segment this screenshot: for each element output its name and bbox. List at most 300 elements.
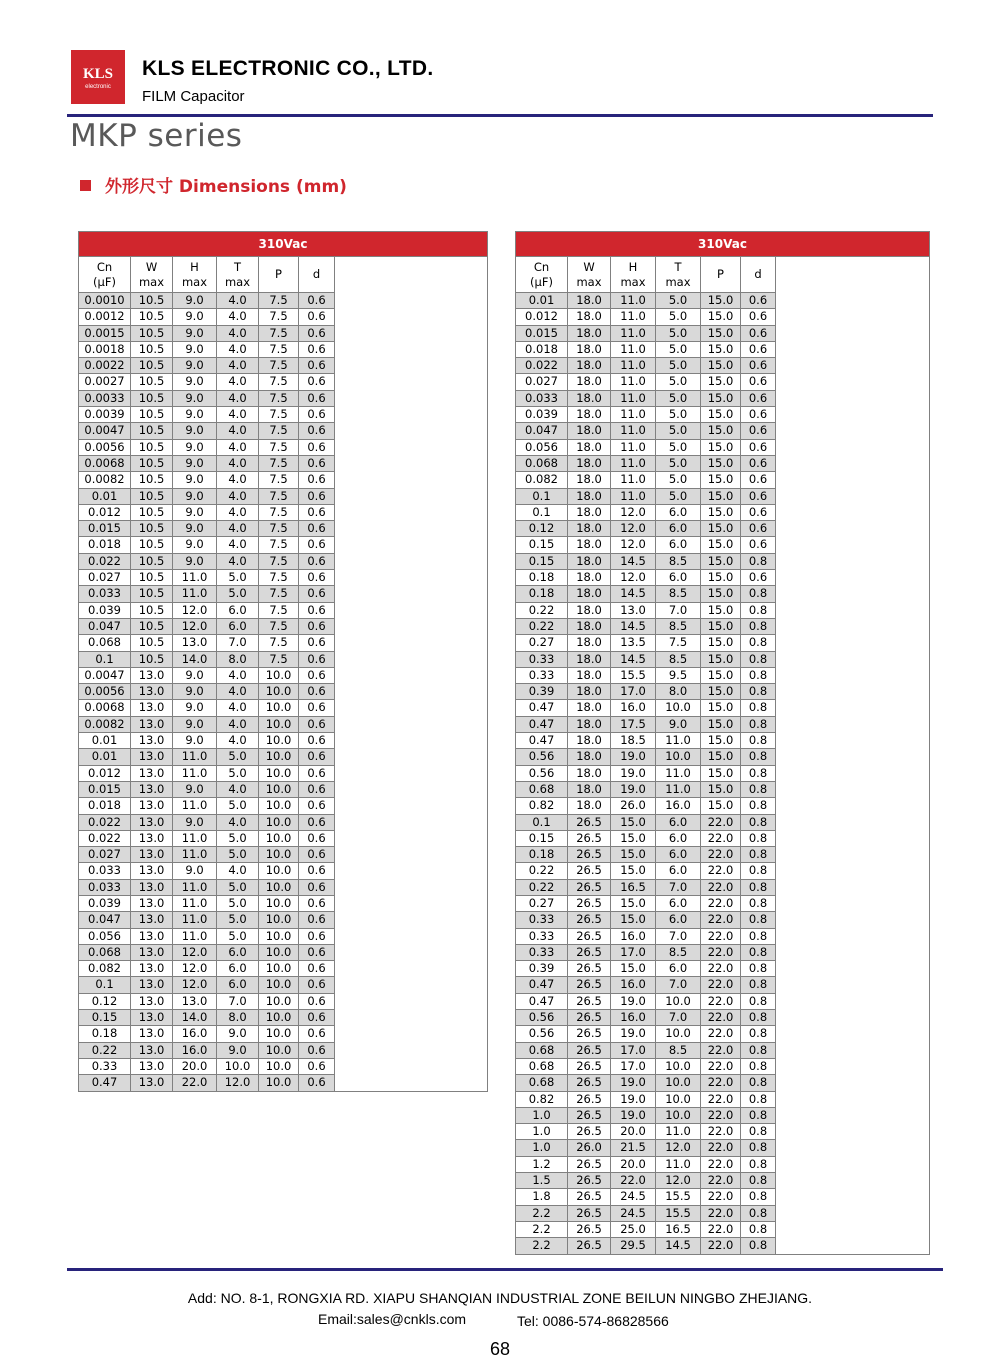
- table-cell: 0.0047: [79, 423, 131, 439]
- blank-column: [335, 504, 488, 520]
- table-cell: 0.6: [299, 537, 335, 553]
- dimensions-table-right: [515, 231, 930, 1255]
- table-cell: 17.0: [611, 1042, 656, 1058]
- table-cell: 22.0: [701, 993, 741, 1009]
- table-cell: 13.0: [131, 667, 173, 683]
- table-cell: 0.6: [299, 341, 335, 357]
- table-cell: 9.0: [217, 1026, 259, 1042]
- table-cell: 9.0: [173, 863, 217, 879]
- table-cell: 13.0: [131, 814, 173, 830]
- table-cell: 5.0: [217, 570, 259, 586]
- table-row: [516, 961, 930, 977]
- table-cell: 0.01: [79, 733, 131, 749]
- table-cell: 15.0: [701, 472, 741, 488]
- blank-column: [335, 439, 488, 455]
- table-row: [516, 1042, 930, 1058]
- blank-column: [335, 749, 488, 765]
- table-cell: 0.6: [299, 407, 335, 423]
- table-row: [516, 798, 930, 814]
- table-cell: 22.0: [701, 1107, 741, 1123]
- blank-column: [335, 781, 488, 797]
- table-cell: 24.5: [611, 1205, 656, 1221]
- table-cell: 15.0: [701, 733, 741, 749]
- table-row: [79, 1058, 488, 1074]
- table-cell: 6.0: [217, 961, 259, 977]
- table-cell: 11.0: [611, 488, 656, 504]
- table-cell: 20.0: [611, 1124, 656, 1140]
- blank-column: [335, 293, 488, 309]
- table-cell: 15.0: [701, 651, 741, 667]
- table-cell: 0.6: [299, 814, 335, 830]
- table-cell: 7.5: [259, 407, 299, 423]
- table-cell: 9.0: [173, 423, 217, 439]
- table-row: [79, 390, 488, 406]
- table-cell: 13.0: [131, 879, 173, 895]
- table-cell: 0.18: [516, 586, 568, 602]
- table-cell: 9.0: [173, 716, 217, 732]
- table-cell: 0.01: [516, 293, 568, 309]
- table-cell: 0.8: [741, 1107, 776, 1123]
- table-cell: 12.0: [173, 944, 217, 960]
- blank-column: [776, 781, 930, 797]
- table-row: [516, 1205, 930, 1221]
- blank-column: [335, 830, 488, 846]
- table-cell: 6.0: [656, 521, 701, 537]
- table-cell: 0.6: [741, 358, 776, 374]
- table-cell: 0.15: [516, 830, 568, 846]
- table-cell: 0.8: [741, 928, 776, 944]
- table-row: [516, 781, 930, 797]
- table-cell: 22.0: [701, 1238, 741, 1254]
- table-cell: 13.0: [131, 1075, 173, 1091]
- table-cell: 10.5: [131, 618, 173, 634]
- table-cell: 10.0: [259, 895, 299, 911]
- table-cell: 26.5: [568, 993, 611, 1009]
- table-cell: 13.0: [131, 895, 173, 911]
- table-cell: 0.039: [79, 602, 131, 618]
- table-cell: 9.0: [173, 439, 217, 455]
- table-cell: 18.0: [568, 618, 611, 634]
- table-cell: 0.6: [299, 830, 335, 846]
- table-cell: 0.6: [299, 667, 335, 683]
- table-cell: 18.0: [568, 325, 611, 341]
- table-cell: 10.0: [259, 765, 299, 781]
- table-row: [516, 1075, 930, 1091]
- table-cell: 5.0: [656, 309, 701, 325]
- table-row: [79, 749, 488, 765]
- table-cell: 7.0: [217, 993, 259, 1009]
- blank-column: [776, 895, 930, 911]
- table-cell: 17.0: [611, 684, 656, 700]
- table-cell: 9.0: [173, 341, 217, 357]
- blank-column: [335, 586, 488, 602]
- blank-column: [776, 1238, 930, 1254]
- blank-column: [776, 537, 930, 553]
- table-cell: 7.5: [259, 618, 299, 634]
- table-cell: 0.56: [516, 765, 568, 781]
- table-cell: 19.0: [611, 781, 656, 797]
- column-header-text: P: [275, 267, 282, 281]
- blank-column: [776, 912, 930, 928]
- table-cell: 15.5: [656, 1189, 701, 1205]
- table-cell: 0.068: [79, 635, 131, 651]
- table-cell: 0.1: [516, 504, 568, 520]
- table-cell: 0.33: [516, 928, 568, 944]
- column-header: [217, 257, 259, 293]
- table-cell: 0.8: [741, 733, 776, 749]
- table-cell: 15.0: [701, 504, 741, 520]
- table-cell: 0.8: [741, 895, 776, 911]
- table-cell: 0.15: [516, 553, 568, 569]
- section-heading: [80, 172, 347, 197]
- table-cell: 6.0: [656, 912, 701, 928]
- table-cell: 10.0: [656, 1058, 701, 1074]
- column-header-text: max: [665, 274, 691, 289]
- table-cell: 11.0: [611, 390, 656, 406]
- table-cell: 22.0: [701, 1173, 741, 1189]
- table-cell: 9.0: [173, 325, 217, 341]
- table-row: [516, 667, 930, 683]
- table-cell: 10.0: [259, 1010, 299, 1026]
- table-cell: 0.68: [516, 1042, 568, 1058]
- table-cell: 0.6: [741, 488, 776, 504]
- table-cell: 0.68: [516, 781, 568, 797]
- table-cell: 0.6: [299, 423, 335, 439]
- table-cell: 15.0: [701, 358, 741, 374]
- table-cell: 7.0: [656, 977, 701, 993]
- blank-column: [776, 553, 930, 569]
- table-cell: 0.6: [299, 749, 335, 765]
- table-row: [79, 847, 488, 863]
- table-cell: 10.0: [259, 733, 299, 749]
- table-cell: 4.0: [217, 309, 259, 325]
- table-cell: 0.68: [516, 1058, 568, 1074]
- table-cell: 26.5: [568, 961, 611, 977]
- table-cell: 4.0: [217, 684, 259, 700]
- table-cell: 4.0: [217, 341, 259, 357]
- table-cell: 11.0: [611, 358, 656, 374]
- table-cell: 0.6: [299, 1058, 335, 1074]
- table-cell: 15.0: [701, 716, 741, 732]
- table-row: [79, 1075, 488, 1091]
- table-cell: 5.0: [217, 749, 259, 765]
- table-cell: 10.0: [259, 1075, 299, 1091]
- table-cell: 0.068: [79, 944, 131, 960]
- table-cell: 10.0: [656, 993, 701, 1009]
- table-cell: 0.0039: [79, 407, 131, 423]
- blank-column: [776, 1010, 930, 1026]
- table-cell: 10.0: [217, 1058, 259, 1074]
- table-cell: 0.6: [299, 602, 335, 618]
- table-cell: 16.0: [611, 977, 656, 993]
- table-row: [79, 553, 488, 569]
- table-cell: 9.0: [217, 1042, 259, 1058]
- table-cell: 1.0: [516, 1107, 568, 1123]
- table-cell: 0.8: [741, 651, 776, 667]
- table-cell: 16.0: [173, 1042, 217, 1058]
- column-header: [741, 257, 776, 293]
- page-number: 68: [489, 1339, 511, 1359]
- table-cell: 22.0: [701, 961, 741, 977]
- table-cell: 0.0068: [79, 455, 131, 471]
- blank-column: [776, 847, 930, 863]
- table-cell: 0.8: [741, 765, 776, 781]
- column-header-row: [516, 257, 930, 293]
- table-cell: 13.0: [131, 798, 173, 814]
- table-cell: 10.0: [259, 700, 299, 716]
- table-cell: 0.8: [741, 1091, 776, 1107]
- table-cell: 22.0: [701, 863, 741, 879]
- table-cell: 26.5: [568, 879, 611, 895]
- blank-column: [776, 586, 930, 602]
- table-cell: 0.33: [516, 667, 568, 683]
- table-cell: 22.0: [701, 1026, 741, 1042]
- blank-column: [776, 504, 930, 520]
- table-cell: 13.0: [131, 944, 173, 960]
- table-cell: 0.015: [79, 521, 131, 537]
- table-cell: 13.0: [131, 928, 173, 944]
- table-cell: 10.5: [131, 341, 173, 357]
- table-cell: 0.47: [516, 716, 568, 732]
- table-cell: 15.0: [701, 537, 741, 553]
- column-header-text: max: [181, 274, 208, 289]
- table-cell: 4.0: [217, 700, 259, 716]
- table-cell: 18.0: [568, 390, 611, 406]
- table-cell: 9.0: [173, 733, 217, 749]
- blank-column: [776, 1075, 930, 1091]
- table-cell: 13.0: [131, 781, 173, 797]
- table-cell: 0.8: [741, 993, 776, 1009]
- column-header: [516, 257, 568, 293]
- table-cell: 15.0: [701, 781, 741, 797]
- product-category: FILM Capacitor: [142, 88, 245, 105]
- table-cell: 5.0: [217, 765, 259, 781]
- table-cell: 10.5: [131, 635, 173, 651]
- table-cell: 0.015: [516, 325, 568, 341]
- table-row: [79, 928, 488, 944]
- table-cell: 0.6: [299, 716, 335, 732]
- table-cell: 10.0: [656, 1075, 701, 1091]
- column-header: [131, 257, 173, 293]
- table-cell: 0.012: [79, 765, 131, 781]
- table-cell: 0.8: [741, 781, 776, 797]
- table-cell: 4.0: [217, 325, 259, 341]
- table-cell: 13.0: [131, 1026, 173, 1042]
- table-cell: 9.0: [173, 407, 217, 423]
- table-cell: 8.0: [217, 1010, 259, 1026]
- blank-column: [776, 814, 930, 830]
- table-row: [79, 407, 488, 423]
- table-row: [79, 586, 488, 602]
- table-cell: 0.033: [516, 390, 568, 406]
- table-cell: 7.5: [259, 488, 299, 504]
- table-cell: 9.0: [173, 521, 217, 537]
- table-cell: 11.0: [611, 472, 656, 488]
- table-cell: 12.0: [173, 977, 217, 993]
- table-cell: 13.0: [173, 635, 217, 651]
- table-cell: 5.0: [656, 423, 701, 439]
- table-row: [79, 733, 488, 749]
- table-cell: 0.022: [79, 553, 131, 569]
- table-row: [516, 570, 930, 586]
- table-cell: 18.0: [568, 341, 611, 357]
- table-row: [79, 504, 488, 520]
- blank-column: [335, 257, 488, 293]
- table-cell: 19.0: [611, 1107, 656, 1123]
- table-cell: 0.8: [741, 749, 776, 765]
- table-cell: 17.0: [611, 944, 656, 960]
- table-cell: 22.0: [701, 1091, 741, 1107]
- table-cell: 12.0: [656, 1140, 701, 1156]
- table-cell: 10.0: [656, 700, 701, 716]
- table-cell: 26.0: [611, 798, 656, 814]
- table-cell: 15.5: [611, 667, 656, 683]
- table-cell: 22.0: [701, 1189, 741, 1205]
- table-cell: 13.0: [131, 765, 173, 781]
- table-cell: 26.5: [568, 1124, 611, 1140]
- table-row: [516, 733, 930, 749]
- table-cell: 0.8: [741, 586, 776, 602]
- table-cell: 11.0: [611, 455, 656, 471]
- footer-address: Add: NO. 8-1, RONGXIA RD. XIAPU SHANQIAN INDUSTRIAL ZONE BEILUN NINGBO ZHEJIANG.: [187, 1290, 813, 1306]
- blank-column: [335, 651, 488, 667]
- table-cell: 0.8: [741, 618, 776, 634]
- table-cell: 7.5: [259, 472, 299, 488]
- blank-column: [335, 635, 488, 651]
- table-cell: 6.0: [656, 895, 701, 911]
- table-cell: 26.0: [568, 1140, 611, 1156]
- table-cell: 18.0: [568, 602, 611, 618]
- table-cell: 22.0: [701, 1124, 741, 1140]
- table-cell: 0.18: [516, 847, 568, 863]
- blank-column: [335, 1010, 488, 1026]
- blank-column: [335, 309, 488, 325]
- table-cell: 0.56: [516, 1026, 568, 1042]
- table-cell: 0.8: [741, 1058, 776, 1074]
- table-cell: 10.0: [259, 1026, 299, 1042]
- blank-column: [335, 423, 488, 439]
- table-row: [516, 1221, 930, 1237]
- voltage-header-row: [516, 232, 930, 257]
- table-cell: 0.6: [299, 863, 335, 879]
- table-cell: 15.0: [611, 912, 656, 928]
- table-row: [516, 1173, 930, 1189]
- table-cell: 18.0: [568, 651, 611, 667]
- table-cell: 11.0: [656, 781, 701, 797]
- table-cell: 0.0022: [79, 358, 131, 374]
- table-cell: 0.47: [516, 733, 568, 749]
- table-cell: 0.0027: [79, 374, 131, 390]
- table-cell: 0.6: [299, 325, 335, 341]
- table-cell: 5.0: [656, 341, 701, 357]
- table-cell: 0.8: [741, 1238, 776, 1254]
- table-cell: 9.0: [173, 814, 217, 830]
- blank-column: [335, 472, 488, 488]
- table-cell: 4.0: [217, 733, 259, 749]
- table-cell: 13.0: [131, 749, 173, 765]
- table-cell: 10.5: [131, 488, 173, 504]
- table-row: [516, 635, 930, 651]
- table-cell: 5.0: [217, 847, 259, 863]
- table-cell: 16.5: [656, 1221, 701, 1237]
- table-row: [79, 895, 488, 911]
- table-cell: 7.5: [259, 439, 299, 455]
- table-row: [516, 521, 930, 537]
- table-cell: 0.56: [516, 1010, 568, 1026]
- table-cell: 7.5: [259, 553, 299, 569]
- table-cell: 12.0: [611, 504, 656, 520]
- table-cell: 15.0: [611, 830, 656, 846]
- table-cell: 0.6: [299, 586, 335, 602]
- blank-column: [776, 439, 930, 455]
- table-cell: 7.5: [259, 521, 299, 537]
- blank-column: [776, 309, 930, 325]
- table-row: [516, 879, 930, 895]
- footer-phone: Tel: 0086-574-86828566: [517, 1313, 669, 1329]
- table-cell: 18.0: [568, 635, 611, 651]
- table-row: [516, 977, 930, 993]
- table-cell: 10.5: [131, 570, 173, 586]
- table-cell: 0.8: [741, 1173, 776, 1189]
- table-cell: 10.0: [259, 716, 299, 732]
- table-cell: 13.0: [131, 912, 173, 928]
- blank-column: [335, 716, 488, 732]
- table-cell: 6.0: [656, 814, 701, 830]
- table-cell: 22.0: [701, 1042, 741, 1058]
- header-rule: [67, 114, 933, 117]
- table-row: [516, 684, 930, 700]
- blank-column: [335, 667, 488, 683]
- table-cell: 12.0: [611, 570, 656, 586]
- table-cell: 16.0: [611, 1010, 656, 1026]
- table-cell: 26.5: [568, 1205, 611, 1221]
- table-cell: 22.0: [701, 1058, 741, 1074]
- table-cell: 5.0: [656, 455, 701, 471]
- table-cell: 15.0: [701, 553, 741, 569]
- table-cell: 18.0: [568, 749, 611, 765]
- table-cell: 0.0082: [79, 472, 131, 488]
- table-cell: 22.0: [701, 912, 741, 928]
- column-header: [656, 257, 701, 293]
- table-cell: 17.5: [611, 716, 656, 732]
- table-cell: 10.0: [656, 749, 701, 765]
- table-cell: 9.0: [173, 553, 217, 569]
- table-cell: 10.5: [131, 358, 173, 374]
- blank-column: [776, 1091, 930, 1107]
- table-cell: 11.0: [173, 928, 217, 944]
- voltage-label: 310Vac: [79, 232, 488, 257]
- table-cell: 26.5: [568, 928, 611, 944]
- table-cell: 0.6: [741, 423, 776, 439]
- blank-column: [335, 1042, 488, 1058]
- table-cell: 0.8: [741, 1124, 776, 1140]
- table-row: [79, 993, 488, 1009]
- table-cell: 0.018: [516, 341, 568, 357]
- table-cell: 5.0: [656, 293, 701, 309]
- table-cell: 9.0: [173, 293, 217, 309]
- table-cell: 0.33: [79, 1058, 131, 1074]
- table-cell: 1.0: [516, 1124, 568, 1140]
- table-cell: 4.0: [217, 423, 259, 439]
- table-cell: 15.0: [611, 814, 656, 830]
- blank-column: [335, 977, 488, 993]
- table-cell: 7.5: [259, 325, 299, 341]
- table-cell: 0.27: [516, 895, 568, 911]
- table-cell: 0.6: [299, 879, 335, 895]
- table-cell: 9.0: [173, 488, 217, 504]
- table-cell: 0.6: [299, 390, 335, 406]
- table-cell: 9.0: [173, 358, 217, 374]
